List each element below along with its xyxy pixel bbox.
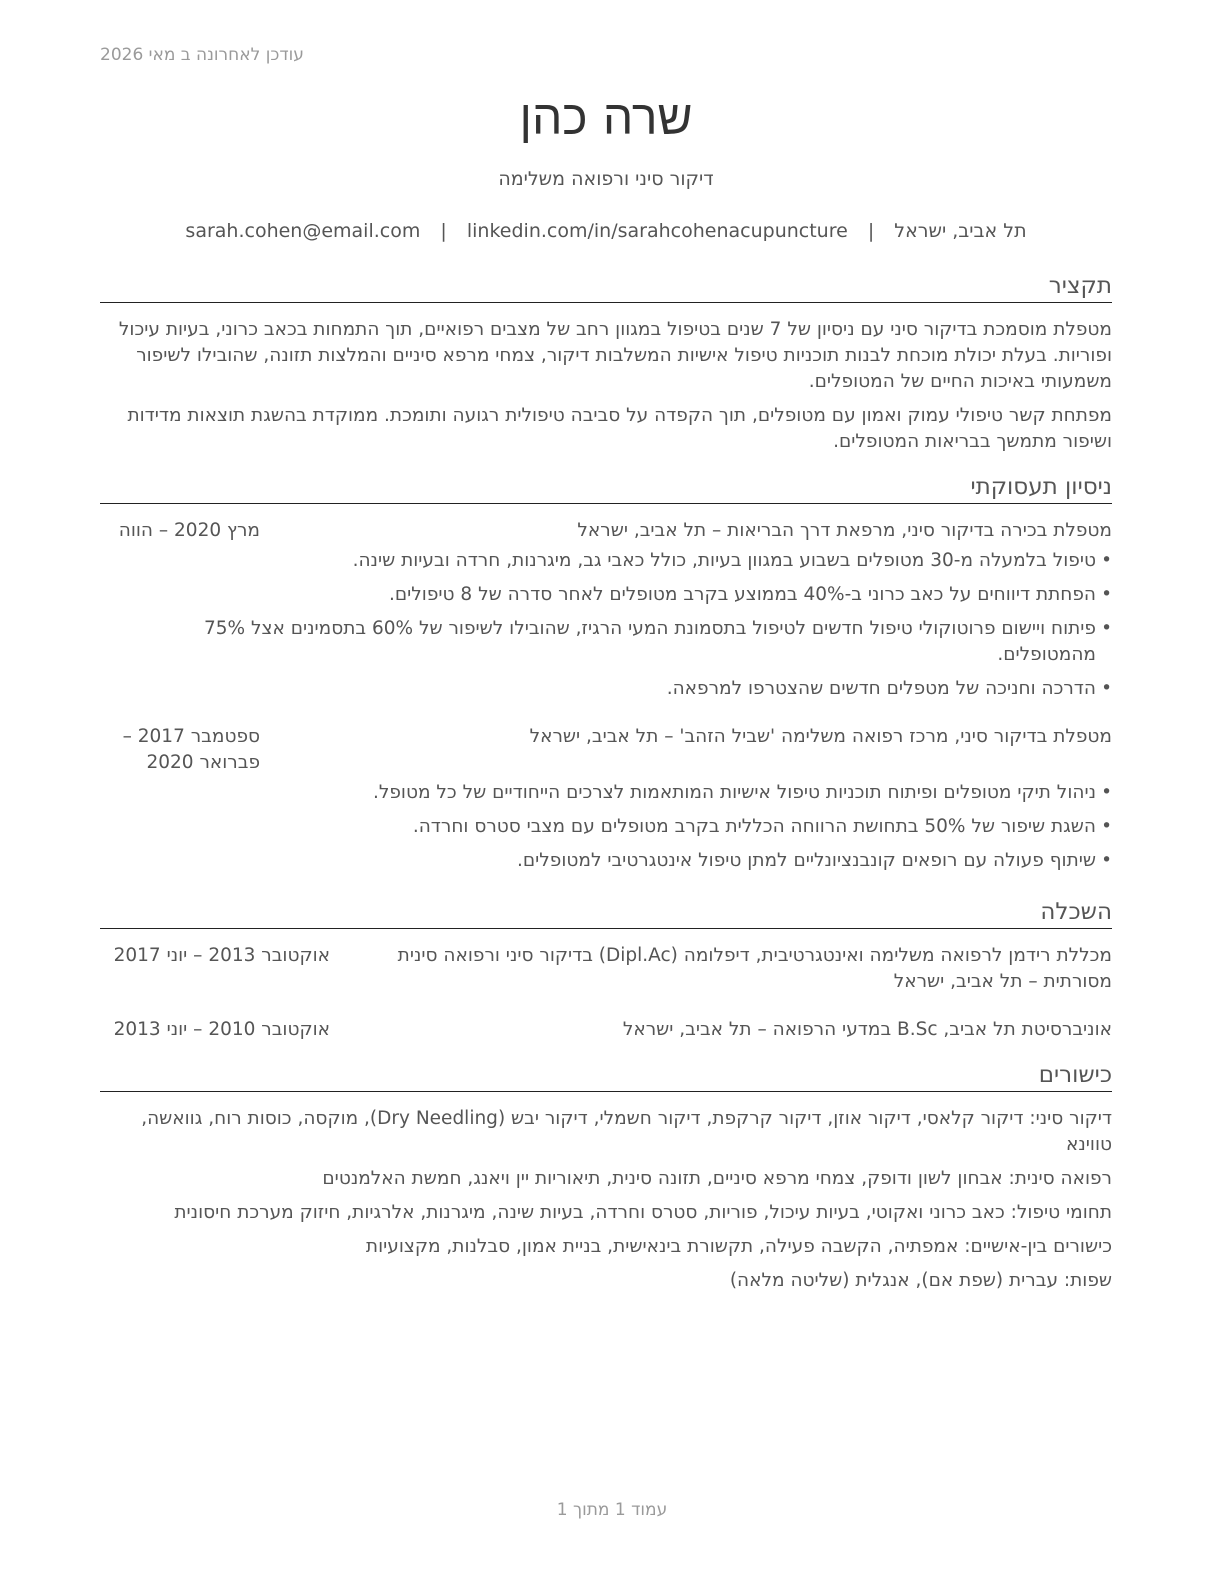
education-date: אוקטובר 2010 – יוני 2013 [113,1019,330,1040]
skill-line: כישורים בין-אישיים: אמפתיה, הקשבה פעילה, תקשורת בינאישית, בניית אמון, סבלנות, מקצועיות [365,1236,1112,1257]
job-title: מטפלת בדיקור סיני, מרכז רפואה משלימה 'שביל הזהב' – תל אביב, ישראל [529,726,1112,747]
section-title-skills: כישורים [100,1059,1112,1092]
education-entry [100,943,1112,995]
contact-linkedin[interactable]: linkedin.com/in/sarahcohenacupuncture [466,220,848,242]
section-title-education: השכלה [100,896,1112,929]
list-item: • השגת שיפור של 50% בתחושת הרווחה הכללית בקרב מטופלים עם מצבי סטרס וחרדה. [100,814,1112,840]
job-title: מטפלת בכירה בדיקור סיני, מרפאת דרך הבריאות – תל אביב, ישראל [577,520,1112,541]
contact-email[interactable]: sarah.cohen@email.com [185,220,421,242]
list-item: • הפחתת דיווחים על כאב כרוני ב-40% בממוצע בקרב מטופלים לאחר סדרה של 8 טיפולים. [100,582,1112,608]
education-date: אוקטובר 2013 – יוני 2017 [113,945,330,966]
summary-paragraph: מטפלת מוסמכת בדיקור סיני עם ניסיון של 7 שנים בטיפול במגוון רחב של מצבים רפואיים, תוך התמחות בכאב כרוני, בעיות עיכול ופוריות. בעלת יכולת מוכחת לבנות תוכניות טיפול אישיות המשלבות דיקור, צמחי מרפא סיניים והמלצות תזונה, שהובילו לשיפור משמעותי באיכות החיים של המטופלים. [118,319,1112,392]
summary-paragraph: מפתחת קשר טיפולי עמוק ואמון עם מטופלים, תוך הקפדה על סביבה טיפולית רגועה ותומכת. ממוקדת בהשגת תוצאות מדידות ושיפור מתמשך בבריאות המטופלים. [127,405,1112,452]
page-number: עמוד 1 מתוך 1 [556,1500,668,1520]
contact-line [100,218,1112,244]
skill-line: דיקור סיני: דיקור קלאסי, דיקור אוזן, דיקור קרקפת, דיקור חשמלי, דיקור יבש (Dry Needling), מוקסה, כוסות רוח, גוואשה, טווינא [141,1108,1112,1155]
job-bullets [100,548,1112,702]
job-date: ספטמבר 2017 – פברואר 2020 [122,726,260,773]
page-title: שרה כהן [519,90,693,146]
contact-location: תל אביב, ישראל [894,220,1027,242]
subtitle: דיקור סיני ורפואה משלימה [498,168,714,190]
skill-line: רפואה סינית: אבחון לשון ודופק, צמחי מרפא סיניים, תזונה סינית, תיאוריות יין ויאנג, חמשת האלמנטים [322,1168,1112,1189]
job-header [100,518,1112,544]
section-title-summary: תקציר [100,270,1112,303]
resume-content [100,86,1112,1302]
skill-line: שפות: עברית (שפת אם), אנגלית (שליטה מלאה) [729,1270,1112,1291]
section-title-experience: ניסיון תעסוקתי [100,471,1112,504]
job-bullets [100,780,1112,874]
last-updated: עודכן לאחרונה ב מאי 2026 [100,45,304,65]
list-item: • שיתוף פעולה עם רופאים קונבנציונליים למתן טיפול אינטגרטיבי למטופלים. [100,848,1112,874]
education-entry [100,1017,1112,1043]
list-item: • טיפול בלמעלה מ-30 מטופלים בשבוע במגוון בעיות, כולל כאבי גב, מיגרנות, חרדה ובעיות שינה. [100,548,1112,574]
list-item: • ניהול תיקי מטופלים ופיתוח תוכניות טיפול אישיות המותאמות לצרכים הייחודיים של כל מטופל. [100,780,1112,806]
contact-separator: | [440,220,447,242]
contact-separator: | [867,220,875,242]
job-entry [100,724,1112,874]
list-item: • פיתוח ויישום פרוטוקולי טיפול חדשים לטיפול בתסמונת המעי הרגיז, שהובילו לשיפור של 60% בתסמינים אצל 75% מהמטופלים. [100,616,1112,668]
skill-line: תחומי טיפול: כאב כרוני ואקוטי, בעיות עיכול, פוריות, סטרס וחרדה, בעיות שינה, מיגרנות, אלרגיות, חיזוק מערכת חיסונית [174,1202,1112,1223]
education-title: אוניברסיטת תל אביב, B.Sc במדעי הרפואה – תל אביב, ישראל [622,1019,1112,1040]
job-header [100,724,1112,776]
job-date: מרץ 2020 – הווה [118,520,260,541]
education-title: מכללת רידמן לרפואה משלימה ואינטגרטיבית, דיפלומה (Dipl.Ac) בדיקור סיני ורפואה סינית מסורתית – תל אביב, ישראל [397,945,1112,992]
job-entry [100,518,1112,702]
list-item: • הדרכה וחניכה של מטפלים חדשים שהצטרפו למרפאה. [100,676,1112,702]
